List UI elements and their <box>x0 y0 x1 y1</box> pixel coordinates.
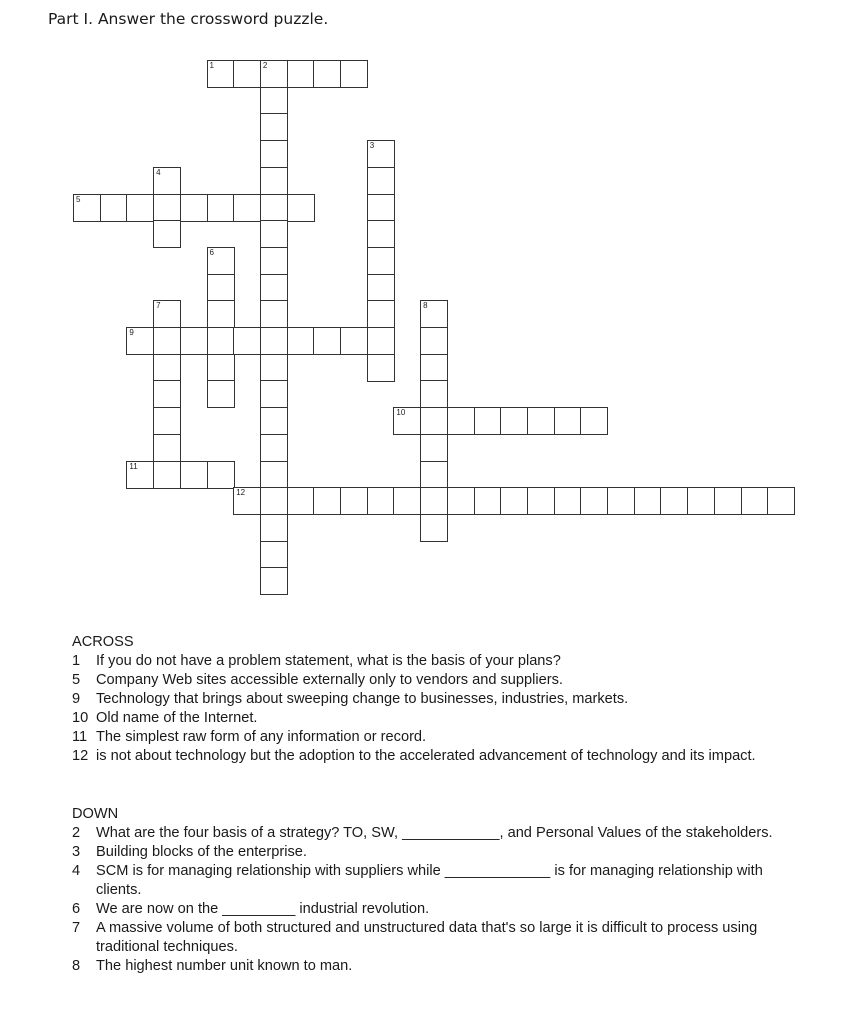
clue-text: is not about technology but the adoption to the accelerated advancement of technology and its impact. <box>96 748 756 764</box>
clue-number: 3 <box>369 141 375 151</box>
down-clue-4 <box>72 862 796 900</box>
clue-number-label: 6 <box>72 901 81 917</box>
crossword-cell[interactable] <box>233 60 261 88</box>
across-clue-5 <box>72 671 796 690</box>
clue-number-label: 7 <box>72 920 81 936</box>
down-clue-8 <box>72 957 796 976</box>
crossword-cell[interactable] <box>340 60 368 88</box>
across-clue-12 <box>72 747 796 766</box>
crossword-cell[interactable] <box>73 194 101 222</box>
crossword-cell[interactable] <box>420 327 448 355</box>
crossword-cell[interactable] <box>714 487 742 515</box>
crossword-cell[interactable] <box>260 354 288 382</box>
crossword-cell[interactable] <box>153 327 181 355</box>
clue-text: The highest number unit known to man. <box>96 958 353 974</box>
down-heading: DOWN <box>72 806 119 822</box>
crossword-cell[interactable] <box>207 300 235 328</box>
clue-number-label: 5 <box>72 672 81 688</box>
crossword-cell[interactable] <box>153 380 181 408</box>
crossword-cell[interactable] <box>260 461 288 489</box>
crossword-cell[interactable] <box>340 327 368 355</box>
across-heading: ACROSS <box>72 634 134 650</box>
crossword-cell[interactable] <box>207 60 235 88</box>
crossword-cell[interactable] <box>287 487 315 515</box>
crossword-cell[interactable] <box>207 461 235 489</box>
crossword-cell[interactable] <box>367 220 395 248</box>
clue-number-label: 4 <box>72 863 81 879</box>
crossword-cell[interactable] <box>153 434 181 462</box>
crossword-cell[interactable] <box>367 167 395 195</box>
crossword-cell[interactable] <box>474 487 502 515</box>
clue-number: 1 <box>209 61 214 70</box>
crossword-cell[interactable] <box>260 167 288 195</box>
clue-number-label: 11 <box>72 729 88 745</box>
clue-number-label: 10 <box>72 710 89 726</box>
crossword-cell[interactable] <box>420 434 448 462</box>
crossword-cell[interactable] <box>180 194 208 222</box>
crossword-cell[interactable] <box>447 487 475 515</box>
crossword-cell[interactable] <box>367 300 395 328</box>
crossword-cell[interactable] <box>260 220 288 248</box>
down-clue-3 <box>72 843 796 862</box>
crossword-cell[interactable] <box>260 194 288 222</box>
crossword-cell[interactable] <box>367 327 395 355</box>
clue-number-label: 2 <box>72 825 81 841</box>
clue-number: 5 <box>76 194 81 204</box>
down-clue-6 <box>72 900 796 919</box>
crossword-cell[interactable] <box>260 434 288 462</box>
crossword-cell[interactable] <box>367 274 395 302</box>
crossword-cell[interactable] <box>260 407 288 435</box>
crossword-cell[interactable] <box>233 194 261 222</box>
down-clue-2 <box>72 824 796 843</box>
crossword-cell[interactable] <box>260 87 288 115</box>
crossword-cell[interactable] <box>126 194 154 222</box>
crossword-cell[interactable] <box>260 274 288 302</box>
crossword-cell[interactable] <box>260 140 288 168</box>
crossword-cell[interactable] <box>660 487 688 515</box>
crossword-cell[interactable] <box>287 194 315 222</box>
crossword-cell[interactable] <box>554 407 582 435</box>
crossword-cell[interactable] <box>260 380 288 408</box>
clue-text: If you do not have a problem statement, what is the basis of your plans? <box>96 653 561 669</box>
clue-text: Building blocks of the enterprise. <box>96 844 307 860</box>
crossword-cell[interactable] <box>100 194 128 222</box>
crossword-cell[interactable] <box>580 407 608 435</box>
clue-number: 9 <box>129 328 134 337</box>
crossword-cell[interactable] <box>287 327 315 355</box>
clue-text: Technology that brings about sweeping change to businesses, industries, markets. <box>96 691 629 707</box>
crossword-cell[interactable] <box>260 300 288 328</box>
clue-number: 12 <box>236 488 246 498</box>
clue-number-label: 12 <box>72 748 89 764</box>
clue-text: The simplest raw form of any information or record. <box>96 729 427 745</box>
clue-number: 4 <box>156 167 161 177</box>
crossword-cell[interactable] <box>313 327 341 355</box>
crossword-cell[interactable] <box>313 60 341 88</box>
crossword-cell[interactable] <box>126 327 154 355</box>
down-clue-7 <box>72 919 796 957</box>
clue-number-label: 9 <box>72 691 81 707</box>
crossword-cell[interactable] <box>527 407 555 435</box>
crossword-cell[interactable] <box>420 354 448 382</box>
clue-number-label: 3 <box>72 844 81 860</box>
clue-number-label: 1 <box>72 653 81 669</box>
clue-number: 6 <box>209 247 214 257</box>
across-clue-1 <box>72 652 796 671</box>
crossword-cell[interactable] <box>420 300 448 328</box>
crossword-cell[interactable] <box>500 487 528 515</box>
crossword-cell[interactable] <box>233 327 261 355</box>
crossword-cell[interactable] <box>554 487 582 515</box>
crossword-cell[interactable] <box>741 487 769 515</box>
clue-number: 11 <box>129 461 138 471</box>
clue-text: A massive volume of both structured and unstructured data that's so large it is difficult to process using traditional techniques. <box>96 920 758 955</box>
crossword-cell[interactable] <box>367 140 395 168</box>
crossword-cell[interactable] <box>420 461 448 489</box>
crossword-cell[interactable] <box>180 327 208 355</box>
crossword-cell[interactable] <box>260 113 288 141</box>
clue-number: 2 <box>262 61 268 70</box>
crossword-cell[interactable] <box>500 407 528 435</box>
across-clues <box>72 633 796 766</box>
across-clue-9 <box>72 690 796 709</box>
clue-number: 10 <box>396 408 406 418</box>
crossword-cell[interactable] <box>634 487 662 515</box>
crossword-cell[interactable] <box>126 461 154 489</box>
crossword-cell[interactable] <box>607 487 635 515</box>
clue-text: Company Web sites accessible externally only to vendors and suppliers. <box>96 672 563 688</box>
crossword-cell[interactable] <box>153 300 181 328</box>
crossword-cell[interactable] <box>367 487 395 515</box>
clue-number: 7 <box>156 301 161 311</box>
crossword-cell[interactable] <box>420 514 448 542</box>
crossword-cell[interactable] <box>153 354 181 382</box>
crossword-cell[interactable] <box>153 194 181 222</box>
clue-text: Old name of the Internet. <box>96 710 258 726</box>
crossword-cell[interactable] <box>207 354 235 382</box>
crossword-cell[interactable] <box>207 194 235 222</box>
crossword-cell[interactable] <box>260 541 288 569</box>
clue-text: We are now on the _________ industrial revolution. <box>96 901 430 917</box>
crossword-cell[interactable] <box>367 354 395 382</box>
crossword-cell[interactable] <box>687 487 715 515</box>
crossword-cell[interactable] <box>260 60 288 88</box>
down-clues <box>72 805 796 976</box>
crossword-cell[interactable] <box>207 380 235 408</box>
crossword-cell[interactable] <box>393 487 421 515</box>
crossword-cell[interactable] <box>420 407 448 435</box>
crossword-cell[interactable] <box>153 407 181 435</box>
crossword-cell[interactable] <box>260 514 288 542</box>
crossword-cell[interactable] <box>207 247 235 275</box>
crossword-cell[interactable] <box>527 487 555 515</box>
crossword-cell[interactable] <box>580 487 608 515</box>
crossword-cell[interactable] <box>233 487 261 515</box>
crossword-cell[interactable] <box>313 487 341 515</box>
crossword-cell[interactable] <box>260 247 288 275</box>
page-title: Part I. Answer the crossword puzzle. <box>48 10 329 28</box>
crossword-cell[interactable] <box>153 461 181 489</box>
crossword-cell[interactable] <box>447 407 475 435</box>
crossword-cell[interactable] <box>207 327 235 355</box>
crossword-cell[interactable] <box>260 327 288 355</box>
crossword-cell[interactable] <box>207 274 235 302</box>
crossword-cell[interactable] <box>153 220 181 248</box>
across-clue-11 <box>72 728 796 747</box>
across-clue-10 <box>72 709 796 728</box>
crossword-cell[interactable] <box>420 380 448 408</box>
crossword-cell[interactable] <box>393 407 421 435</box>
clue-text: What are the four basis of a strategy? TO, SW, ____________, and Personal Values of the stakeholders. <box>96 825 773 841</box>
crossword-cell[interactable] <box>287 60 315 88</box>
crossword-cell[interactable] <box>153 167 181 195</box>
crossword-cell[interactable] <box>340 487 368 515</box>
crossword-cell[interactable] <box>260 567 288 595</box>
crossword-cell[interactable] <box>180 461 208 489</box>
crossword-cell[interactable] <box>474 407 502 435</box>
crossword-cell[interactable] <box>260 487 288 515</box>
crossword-cell[interactable] <box>367 194 395 222</box>
crossword-cell[interactable] <box>367 247 395 275</box>
clue-number: 8 <box>423 301 428 311</box>
clue-text: SCM is for managing relationship with suppliers while _____________ is for managing relationship with clients. <box>96 863 763 898</box>
crossword-cell[interactable] <box>767 487 795 515</box>
crossword-cell[interactable] <box>420 487 448 515</box>
clue-number-label: 8 <box>72 958 81 974</box>
